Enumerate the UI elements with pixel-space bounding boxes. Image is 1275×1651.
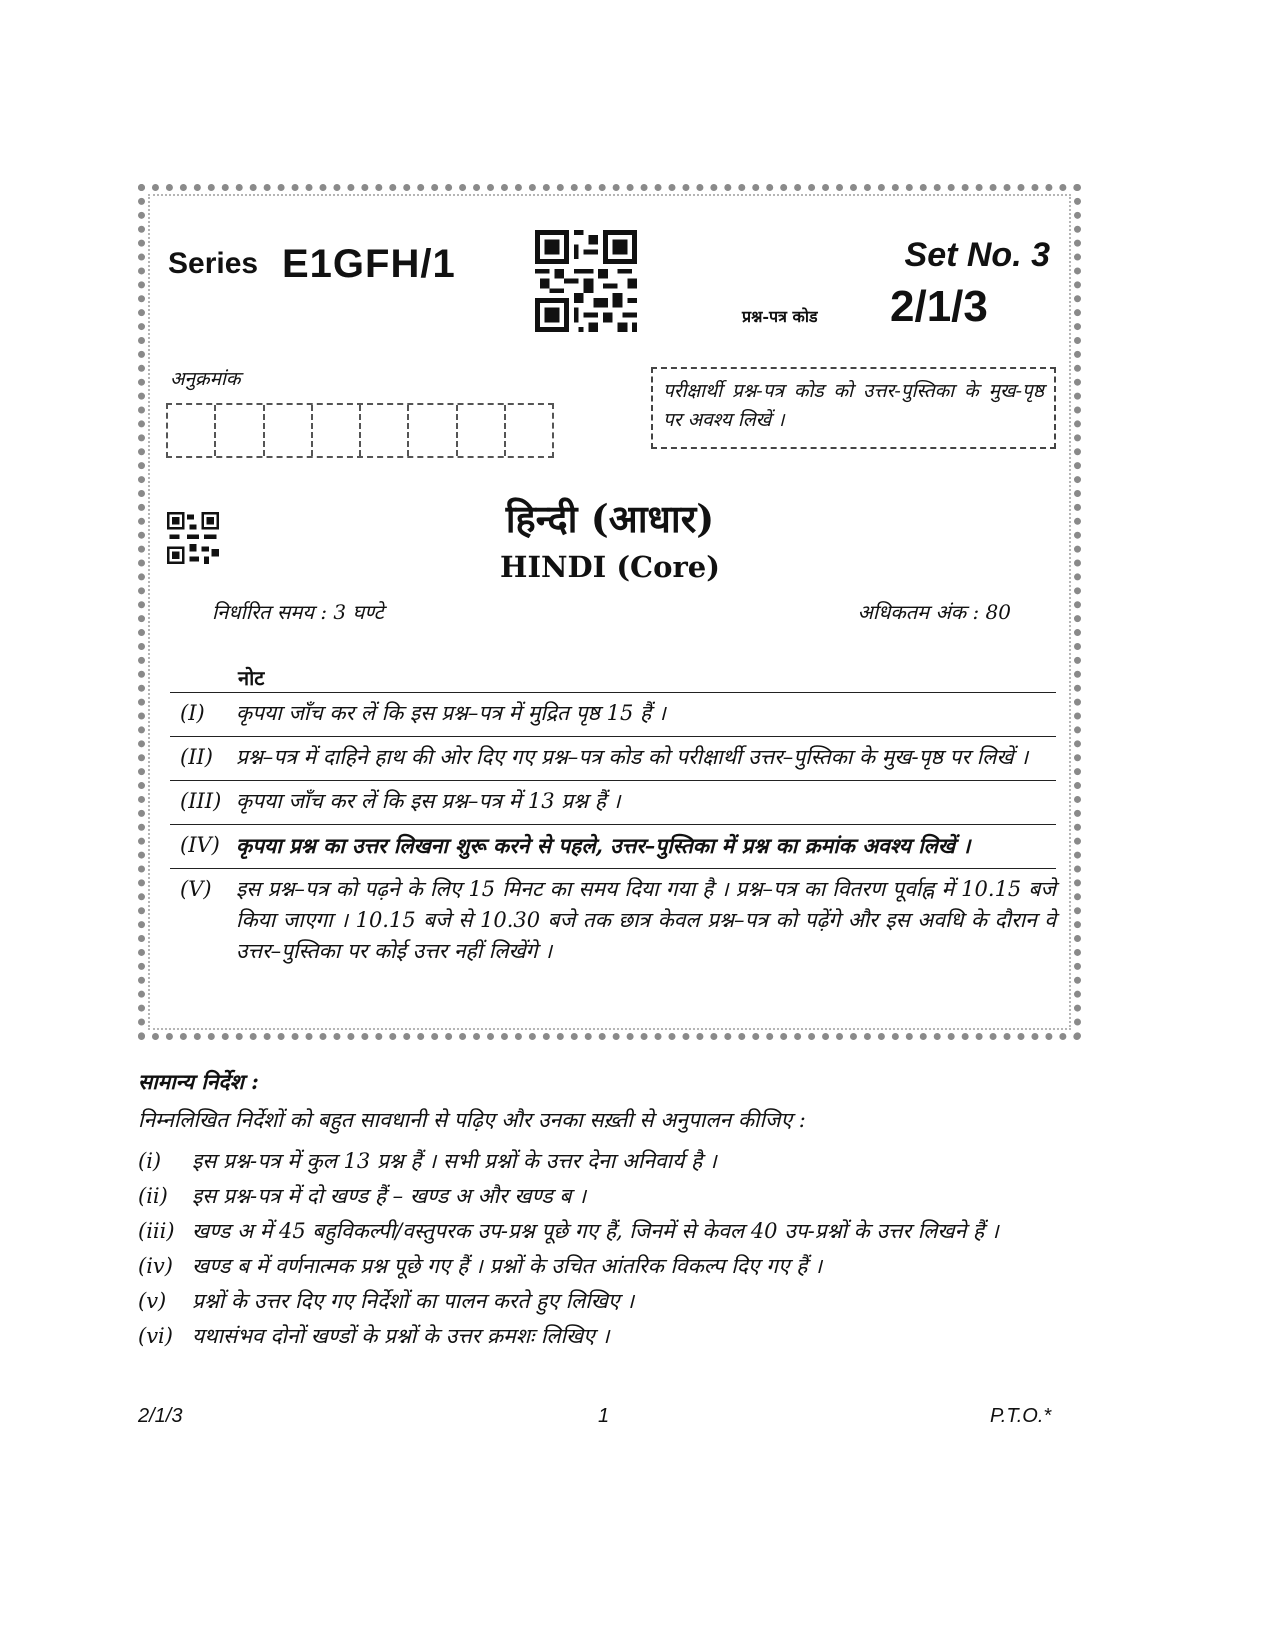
roll-number-cell	[265, 405, 313, 456]
note-item	[170, 824, 1056, 868]
roll-number-boxes	[166, 403, 554, 458]
roll-number-cell	[458, 405, 506, 456]
instruction-number: (i)	[138, 1149, 162, 1173]
instruction-item	[138, 1319, 1080, 1354]
note-item-number: (III)	[180, 789, 222, 813]
question-paper-code-label: प्रश्न-पत्र कोड	[742, 307, 818, 326]
instruction-item	[138, 1179, 1080, 1214]
instruction-item	[138, 1144, 1080, 1179]
note-item-text: कृपया जाँच कर लें कि इस प्रश्न–पत्र में 13 प्रश्न हैं ।	[236, 789, 621, 813]
note-item-number: (I)	[180, 701, 205, 725]
instruction-text: प्रश्नों के उत्तर दिए गए निर्देशों का पालन करते हुए लिखिए ।	[192, 1289, 635, 1313]
series-label: Series	[168, 247, 259, 280]
instruction-item	[138, 1249, 1080, 1284]
instruction-text: खण्ड अ में 45 बहुविकल्पी/वस्तुपरक उप-प्रश्न पूछे गए हैं, जिनमें से केवल 40 उप-प्रश्नों के उत्तर लिखने हैं ।	[192, 1219, 999, 1243]
code-instruction-box: परीक्षार्थी प्रश्न-पत्र कोड को उत्तर-पुस्तिका के मुख-पृष्ठ पर अवश्य लिखें ।	[651, 367, 1056, 449]
instruction-number: (ii)	[138, 1184, 168, 1208]
instruction-number: (iii)	[138, 1219, 175, 1243]
instruction-text: इस प्रश्न-पत्र में दो खण्ड हैं – खण्ड अ और खण्ड ब ।	[192, 1184, 587, 1208]
note-title: नोट	[238, 666, 265, 690]
set-number: Set No. 3	[904, 236, 1050, 274]
instruction-text: यथासंभव दोनों खण्डों के प्रश्नों के उत्तर क्रमशः लिखिए ।	[192, 1324, 610, 1348]
note-item	[170, 736, 1056, 780]
roll-number-cell	[216, 405, 264, 456]
note-item	[170, 868, 1056, 974]
roll-number-cell	[361, 405, 409, 456]
page-number: 1	[598, 1405, 610, 1427]
note-item-number: (IV)	[180, 833, 220, 857]
instruction-list	[138, 1144, 1080, 1354]
qr-code-icon	[535, 230, 637, 332]
roll-number-cell	[506, 405, 552, 456]
qr-code-icon	[167, 512, 219, 564]
instruction-item	[138, 1284, 1080, 1319]
note-item-text: प्रश्न–पत्र में दाहिने हाथ की ओर दिए गए प्रश्न–पत्र कोड को परीक्षार्थी उत्तर–पुस्तिका के मुख-पृष्ठ पर लिखें ।	[236, 745, 1029, 769]
instruction-number: (vi)	[138, 1324, 173, 1348]
time-allowed: निर्धारित समय : 3 घण्टे	[212, 600, 384, 624]
note-item	[170, 780, 1056, 824]
question-paper-code: 2/1/3	[890, 282, 988, 331]
roll-number-cell	[409, 405, 457, 456]
subject-title-hindi: हिन्दी (आधार)	[505, 496, 715, 541]
roll-number-cell	[168, 405, 216, 456]
instruction-number: (v)	[138, 1289, 167, 1313]
note-item-text: कृपया प्रश्न का उत्तर लिखना शुरू करने से पहले, उत्तर–पुस्तिका में प्रश्न का क्रमांक अवश्य लिखें ।	[236, 833, 971, 858]
note-item-text: इस प्रश्न–पत्र को पढ़ने के लिए 15 मिनट का समय दिया गया है । प्रश्न–पत्र का वितरण पूर्वाह्न में 10.15 बजे किया जाएगा । 10.15 बजे से 10.30 बजे तक छात्र केवल प्रश्न–पत्र को पढ़ेंगे और इस अवधि के दौरान वे उत्तर–पुस्तिका पर कोई उत्तर नहीं लिखेंगे ।	[236, 877, 1056, 963]
instruction-item	[138, 1214, 1080, 1249]
footer-paper-code: 2/1/3	[138, 1405, 183, 1427]
roll-number-label: अनुक्रमांक	[170, 368, 241, 390]
note-item	[170, 692, 1056, 736]
series-code: E1GFH/1	[282, 242, 456, 286]
instruction-number: (iv)	[138, 1254, 173, 1278]
please-turn-over: P.T.O.*	[990, 1405, 1052, 1427]
instruction-text: खण्ड ब में वर्णनात्मक प्रश्न पूछे गए हैं । प्रश्नों के उचित आंतरिक विकल्प दिए गए हैं ।	[192, 1254, 823, 1278]
general-instructions-intro: निम्नलिखित निर्देशों को बहुत सावधानी से पढ़िए और उनका सख़्ती से अनुपालन कीजिए :	[138, 1108, 806, 1132]
subject-title-english: HINDI (Core)	[500, 550, 720, 584]
note-item-number: (V)	[180, 877, 212, 901]
general-instructions-title: सामान्य निर्देश :	[138, 1069, 259, 1094]
instruction-text: इस प्रश्न-पत्र में कुल 13 प्रश्न हैं । सभी प्रश्नों के उत्तर देना अनिवार्य है ।	[192, 1149, 717, 1173]
roll-number-cell	[313, 405, 361, 456]
note-item-text: कृपया जाँच कर लें कि इस प्रश्न–पत्र में मुद्रित पृष्ठ 15 हैं ।	[236, 701, 666, 725]
note-item-number: (II)	[180, 745, 213, 769]
maximum-marks: अधिकतम अंक : 80	[857, 600, 1011, 624]
note-list	[170, 692, 1056, 974]
